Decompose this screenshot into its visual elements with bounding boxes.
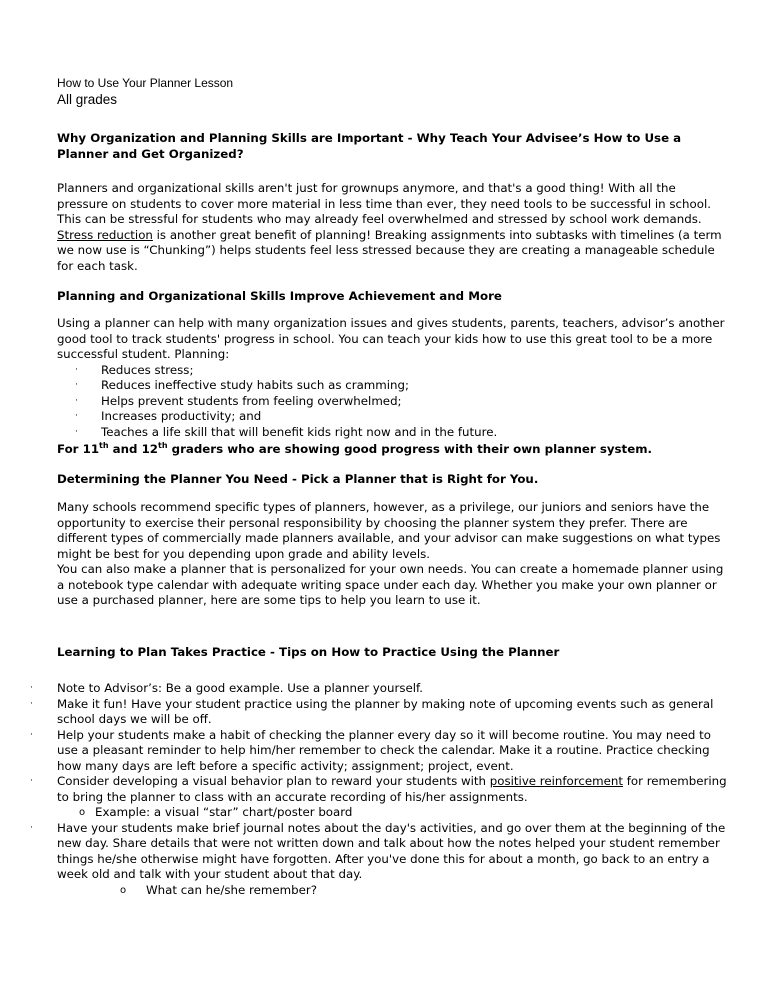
list-item bbox=[57, 425, 727, 441]
stress-reduction-link[interactable]: Stress reduction bbox=[57, 227, 153, 242]
ordinal-suffix: th bbox=[158, 441, 168, 451]
paragraph-homemade-planner: You can also make a planner that is personalized for your own needs. You can create a homemade planner using a notebook type calendar with adequate writing space under each day. Whether you make your own planner or use a purchased planner, here are some tips to help you learn to use it. bbox=[57, 562, 724, 607]
section-heading-upperclassmen bbox=[57, 442, 727, 458]
paragraph-text: Planners and organizational skills aren't just for grownups anymore, and that's a good thing! With all the pressure on students to cover more material in less time than ever, they need tools to be successful in school. This can be stressful for students who may already feel overwhelmed and stressed by school work demands. bbox=[57, 181, 711, 226]
sub-list-item-text: Example: a visual “star” chart/poster board bbox=[95, 805, 353, 819]
list-item-text: Have your students make brief journal notes about the day's activities, and go over them at the beginning of the new day. Share details that were not written down and talk about how the notes helped your student remember things he/she otherwise might have forgotten. After you've done this for about a month, go back to an entry a week old and talk with your student about that day. bbox=[57, 820, 726, 881]
list-item-text: Help your students make a habit of checking the planner every day so it will become routine. You may need to use a pleasant reminder to help him/her remember to check the calendar. Make it a routine. Practice checking how many days are left before a specific activity; assignment; project, event. bbox=[57, 727, 711, 773]
list-item-text: Consider developing a visual behavior plan to reward your students with bbox=[57, 774, 490, 788]
list-item-text: Reduces stress; bbox=[101, 362, 194, 377]
section-heading-determining-planner: Determining the Planner You Need - Pick a Planner that is Right for You. bbox=[57, 472, 539, 486]
list-item-text: Make it fun! Have your student practice using the planner by making note of upcoming events such as general school days we will be off. bbox=[57, 696, 714, 726]
list-item bbox=[30, 821, 730, 899]
section-heading-why-organization: Why Organization and Planning Skills are Important - Why Teach Your Advisee’s How to Use a Planner and Get Organized? bbox=[57, 131, 682, 161]
achievement-block bbox=[57, 316, 727, 440]
list-item bbox=[57, 378, 727, 394]
list-item-text: Reduces ineffective study habits such as cramming; bbox=[101, 378, 409, 392]
list-item-text: Helps prevent students from feeling overwhelmed; bbox=[101, 393, 402, 408]
paragraph-why-organization bbox=[57, 181, 727, 274]
positive-reinforcement-link[interactable]: positive reinforcement bbox=[489, 774, 623, 788]
bullet-icon: ‧ bbox=[75, 411, 78, 421]
list-item-text: Teaches a life skill that will benefit kids right now and in the future. bbox=[101, 424, 498, 439]
sub-bullet-icon: o bbox=[120, 884, 127, 896]
list-item bbox=[57, 409, 727, 425]
paragraph-text: is another great benefit of planning! Breaking assignments into subtasks with timelines (a term we now use is “Chunking”) helps students feel less stressed because they are creating a manageable schedule for each task. bbox=[57, 227, 722, 273]
bullet-icon: ‧ bbox=[30, 822, 33, 833]
sub-bullet-icon: o bbox=[79, 807, 86, 818]
bullet-icon: ‧ bbox=[30, 729, 33, 740]
list-item bbox=[57, 363, 727, 379]
sub-list bbox=[30, 805, 730, 821]
bullet-icon: ‧ bbox=[75, 395, 78, 406]
list-item bbox=[57, 394, 727, 410]
sub-list bbox=[30, 883, 730, 899]
sub-list-item bbox=[30, 883, 730, 899]
ordinal-suffix: th bbox=[99, 441, 109, 451]
section-heading-achievement: Planning and Organizational Skills Improve Achievement and More bbox=[57, 289, 502, 303]
list-item-text: Note to Advisor’s: Be a good example. Use a planner yourself. bbox=[57, 681, 424, 695]
heading-text: graders who are showing good progress with their own planner system. bbox=[167, 442, 652, 456]
practice-tips-list bbox=[30, 681, 730, 898]
section-heading-practice: Learning to Plan Takes Practice - Tips on How to Practice Using the Planner bbox=[57, 645, 560, 659]
list-item bbox=[30, 681, 730, 697]
bullet-icon: ‧ bbox=[75, 380, 78, 390]
achievement-intro: Using a planner can help with many organization issues and gives students, parents, teachers, advisor’s another good tool to track students' progress in school. You can teach your kids how to use this great tool to be a more successful student. Planning: bbox=[57, 316, 725, 361]
heading-text: For 11 bbox=[57, 442, 100, 456]
bullet-icon: ‧ bbox=[75, 364, 78, 375]
list-item bbox=[30, 697, 730, 728]
bullet-icon: ‧ bbox=[30, 683, 33, 693]
list-item-text: for remembering to bring the planner to class with an accurate recording of his/her assignments. bbox=[57, 774, 727, 804]
grade-level: All grades bbox=[57, 92, 118, 107]
list-item-text: Increases productivity; and bbox=[101, 409, 262, 423]
planning-benefits-list bbox=[57, 363, 727, 441]
heading-text: and 12 bbox=[108, 442, 158, 456]
sub-list-item bbox=[30, 805, 730, 821]
lesson-title: How to Use Your Planner Lesson bbox=[57, 76, 234, 90]
list-item bbox=[30, 774, 730, 821]
list-item bbox=[30, 728, 730, 775]
bullet-icon: ‧ bbox=[75, 426, 78, 437]
sub-list-item-text: What can he/she remember? bbox=[146, 882, 317, 897]
bullet-icon: ‧ bbox=[30, 776, 33, 786]
bullet-icon: ‧ bbox=[30, 698, 33, 709]
paragraph-planner-types: Many schools recommend specific types of planners, however, as a privilege, our juniors and seniors have the opportunity to exercise their personal responsibility by choosing the planner system they prefer. There are different types of commercially made planners available, and your advisor can make suggestions on what types might be best for you depending upon grade and ability levels. bbox=[57, 500, 721, 561]
